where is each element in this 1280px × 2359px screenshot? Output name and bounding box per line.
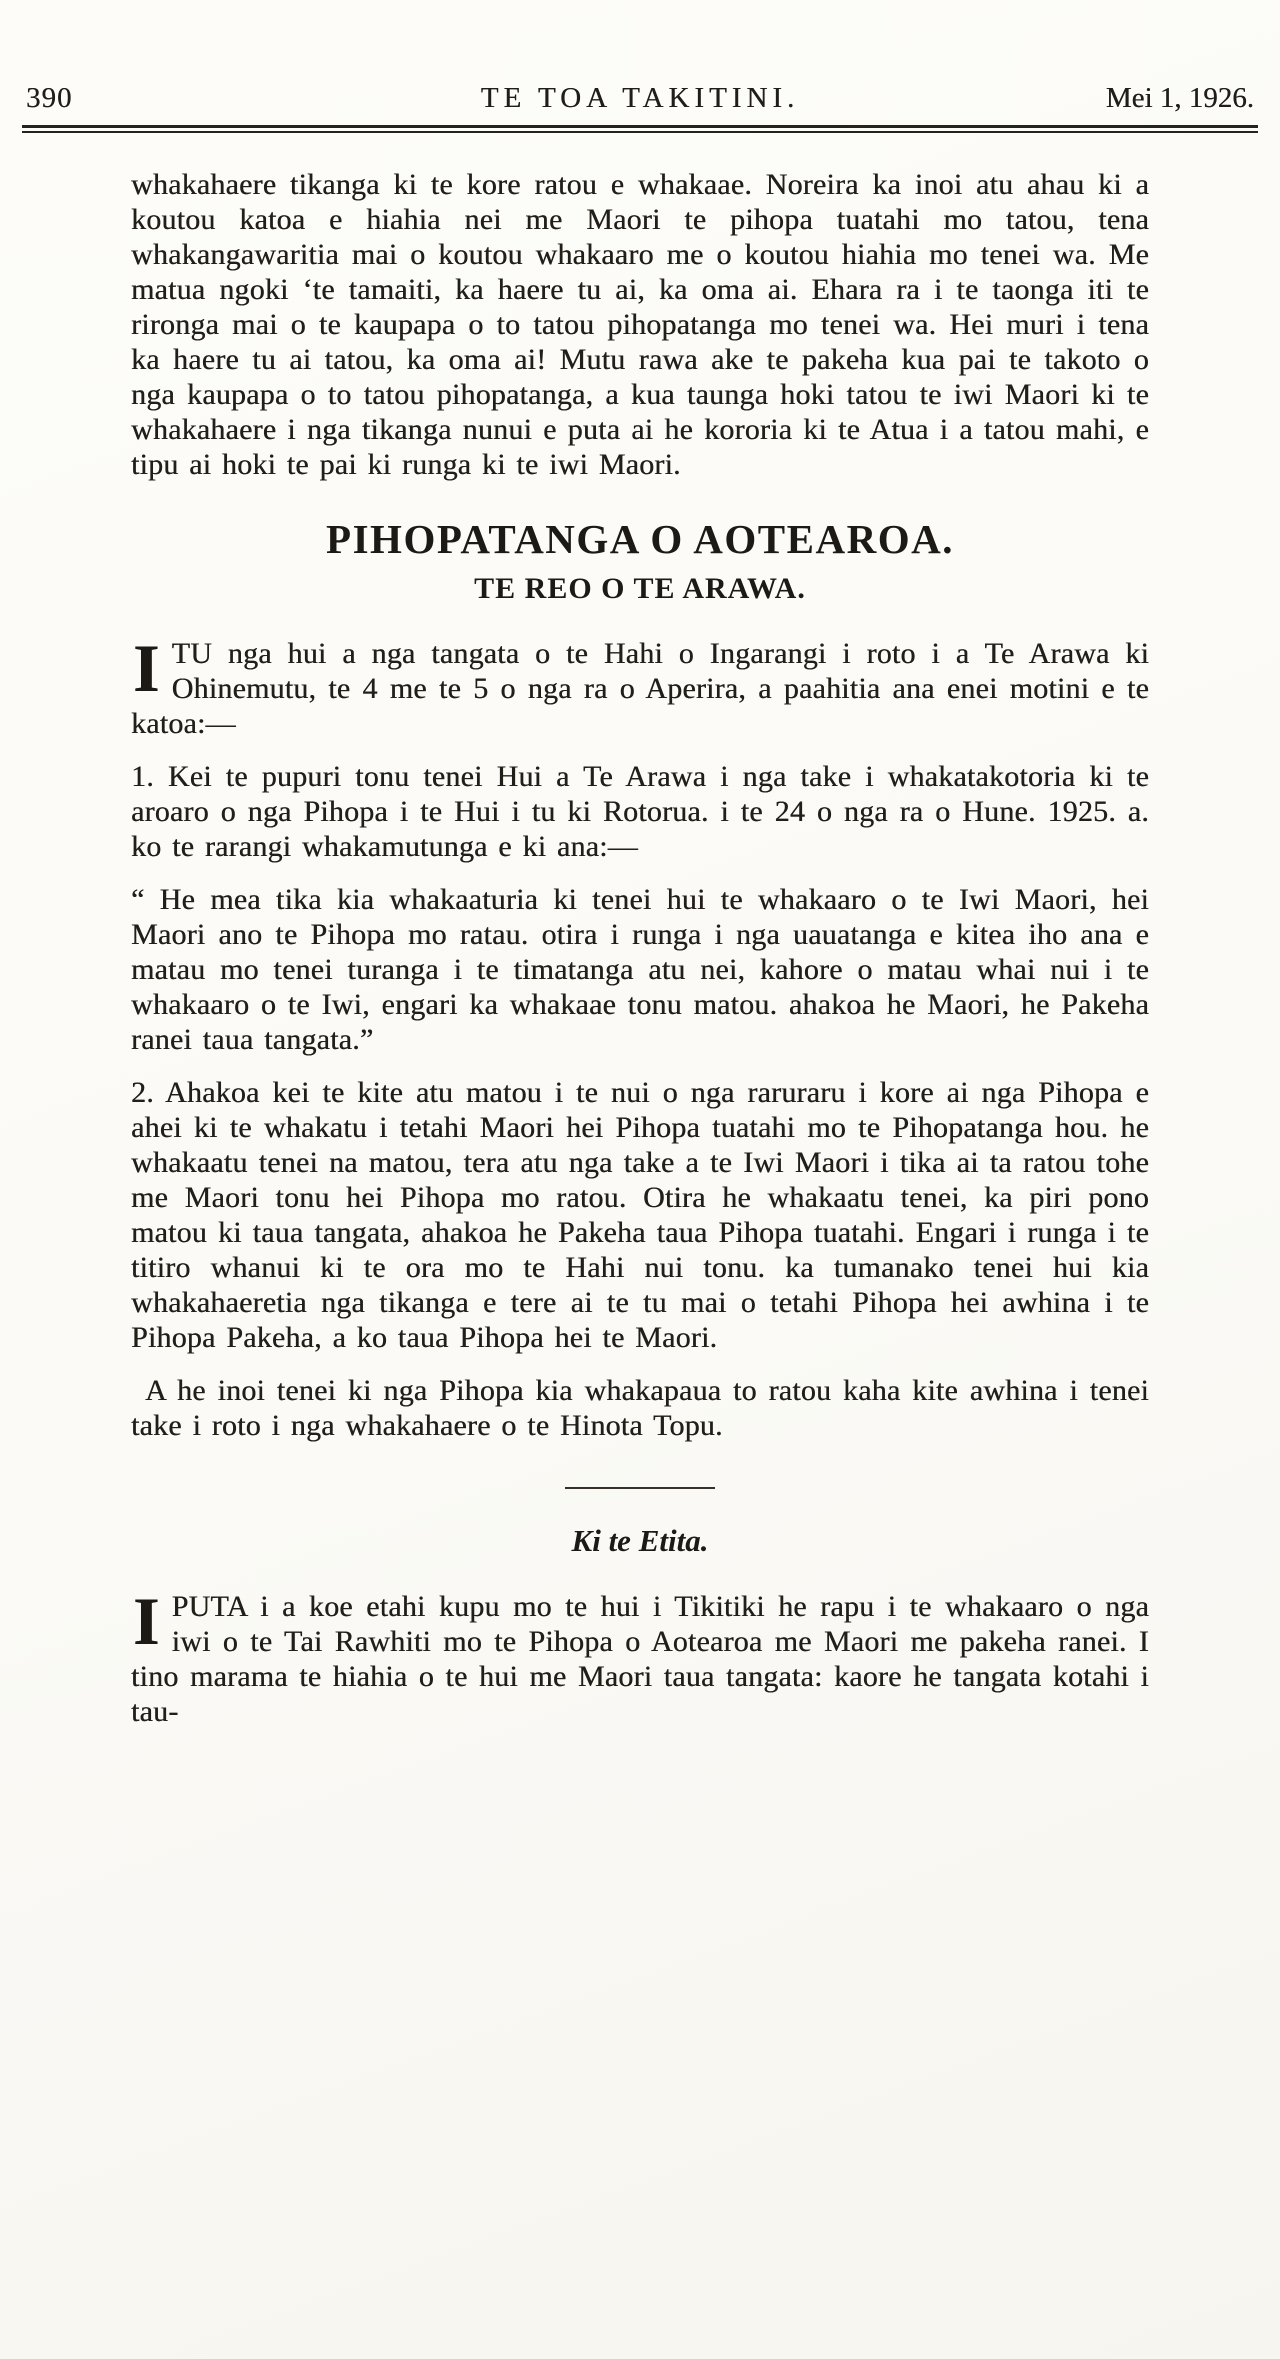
page-header	[26, 82, 1254, 115]
resolutions-intro-text: TU nga hui a nga tangata o te Hahi o Ingarangi i roto i a Te Arawa ki Ohinemutu, te 4 me te 5 o nga ra o Aperira, a paahitia ana enei motini e te katoa:—	[131, 637, 1149, 740]
continuation-paragraph: whakahaere tikanga ki te kore ratou e whakaae. Noreira ka inoi atu ahau ki a koutou katoa e hiahia nei me Maori te pihopa tuatahi mo tatou, tena whakangawaritia mai o koutou whakaaro me o koutou hiahia mo tenei wa. Me matua ngoki ‘te tamaiti, ka haere tu ai, ka oma ai. Ehara ra i te taonga iti te rironga mai o te kaupapa o to tatou pihopatanga mo tenei wa. Hei muri i tena ka haere tu ai tatou, ka oma ai! Mutu rawa ake te pakeha kua pai te takoto o nga kaupapa o to tatou pihopatanga, a kua taunga hoki tatou te iwi Maori ki te whakahaere i nga tikanga nunui e puta ai he kororia ki te Atua i a tatou mahi, e tipu ai hoki te pai ki runga ki te iwi Maori.	[131, 168, 1149, 481]
letter-text: PUTA i a koe etahi kupu mo te hui i Tikitiki he rapu i te whakaaro o nga iwi o te Tai Rawhiti mo te Pihopa o Aotearoa me Maori me pakeha ranei. I tino marama te hiahia o te hui me Maori taua tangata: kaore he tangata kotahi i tau-	[131, 1590, 1149, 1728]
resolution-1-paragraph: 1. Kei te pupuri tonu tenei Hui a Te Arawa i nga take i whakatakotoria ki te aroaro o nga Pihopa i te Hui i tu ki Rotorua. i te 24 o nga ra o Hune. 1925. a. ko te rarangi whakamutunga e ki ana:—	[131, 760, 1149, 863]
section-subtitle: TE REO O TE ARAWA.	[474, 572, 806, 605]
page-number: 390	[26, 82, 73, 114]
resolution-2-paragraph: 2. Ahakoa kei te kite atu matou i te nui o nga raruraru i kore ai nga Pihopa e ahei ki te whakatu i tetahi Maori hei Pihopa tuatahi mo te Pihopatanga hou. he whakaatu tenei na matou, tera atu nga take a te Iwi Maori i tika ai ta ratou tohe me Maori tonu hei Pihopa mo ratou. Otira he whakaatu tenei, ka piri pono matou ki taua tangata, ahakoa he Pakeha taua Pihopa tuatahi. Engari i runga i te titiro whanui ki te ora mo te Hahi nui tonu. ka tumanako tenei hui kia whakahaeretia nga tikanga e tere ai te tu mai o tetahi Pihopa hei awhina i te Pihopa Pakeha, a ko taua Pihopa hei te Maori.	[131, 1076, 1149, 1354]
section-title: PIHOPATANGA O AOTEAROA.	[326, 516, 954, 562]
masthead-title: TE TOA TAKITINI.	[480, 82, 800, 114]
header-double-rule	[22, 125, 1258, 133]
letter-paragraph	[131, 1583, 1149, 1729]
article-column	[131, 167, 1149, 1729]
drop-cap-initial: I	[133, 630, 160, 706]
closing-paragraph: A he inoi tenei ki nga Pihopa kia whakapaua to ratou kaha kite awhina i tenei take i roto i nga whakahaere o te Hinota Topu.	[131, 1374, 1149, 1442]
issue-date: Mei 1, 1926.	[1105, 82, 1254, 114]
resolutions-intro-paragraph	[131, 630, 1149, 741]
resolution-quote-paragraph: “ He mea tika kia whakaaturia ki tenei hui te whakaaro o te Iwi Maori, hei Maori ano te Pihopa mo ratau. otira i runga i nga uauatanga e kitea iho ana e matau mo tenei turanga i te timatanga atu nei, kahore o matau whai nui i te whakaaro o te Iwi, engari ka whakaae tonu matou. ahakoa he Maori, he Pakeha ranei taua tangata.”	[131, 883, 1149, 1056]
letter-heading: Ki te Etita.	[571, 1523, 709, 1558]
section-divider-rule	[565, 1487, 715, 1489]
drop-cap-initial-letter: I	[133, 1583, 160, 1659]
